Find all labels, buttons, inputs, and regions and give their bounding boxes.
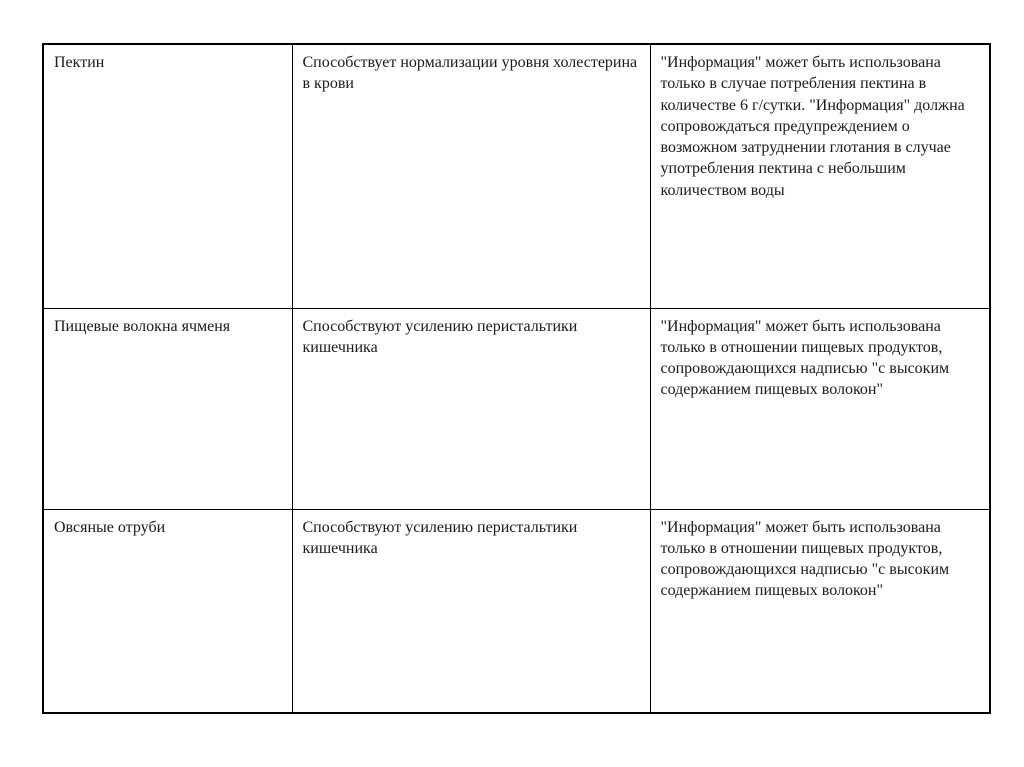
- nutrition-claims-table: [42, 43, 991, 714]
- cell-info: "Информация" может быть использована только в случае потребления пектина в количестве 6 г/сутки. "Информация" должна сопровождаться предупреждением о возможном затруднении глотания в случае употребления пектина с небольшим количеством воды: [650, 44, 990, 308]
- table-row: [43, 509, 990, 713]
- cell-substance: Овсяные отруби: [43, 509, 292, 713]
- cell-info: "Информация" может быть использована только в отношении пищевых продуктов, сопровождающихся надписью "с высоким содержанием пищевых волокон": [650, 308, 990, 509]
- cell-info: "Информация" может быть использована только в отношении пищевых продуктов, сопровождающихся надписью "с высоким содержанием пищевых волокон": [650, 509, 990, 713]
- table-row: [43, 44, 990, 308]
- cell-substance: Пектин: [43, 44, 292, 308]
- cell-substance: Пищевые волокна ячменя: [43, 308, 292, 509]
- table-row: [43, 308, 990, 509]
- cell-effect: Способствуют усилению перистальтики кишечника: [292, 308, 650, 509]
- cell-effect: Способствуют усилению перистальтики кишечника: [292, 509, 650, 713]
- cell-effect: Способствует нормализации уровня холестерина в крови: [292, 44, 650, 308]
